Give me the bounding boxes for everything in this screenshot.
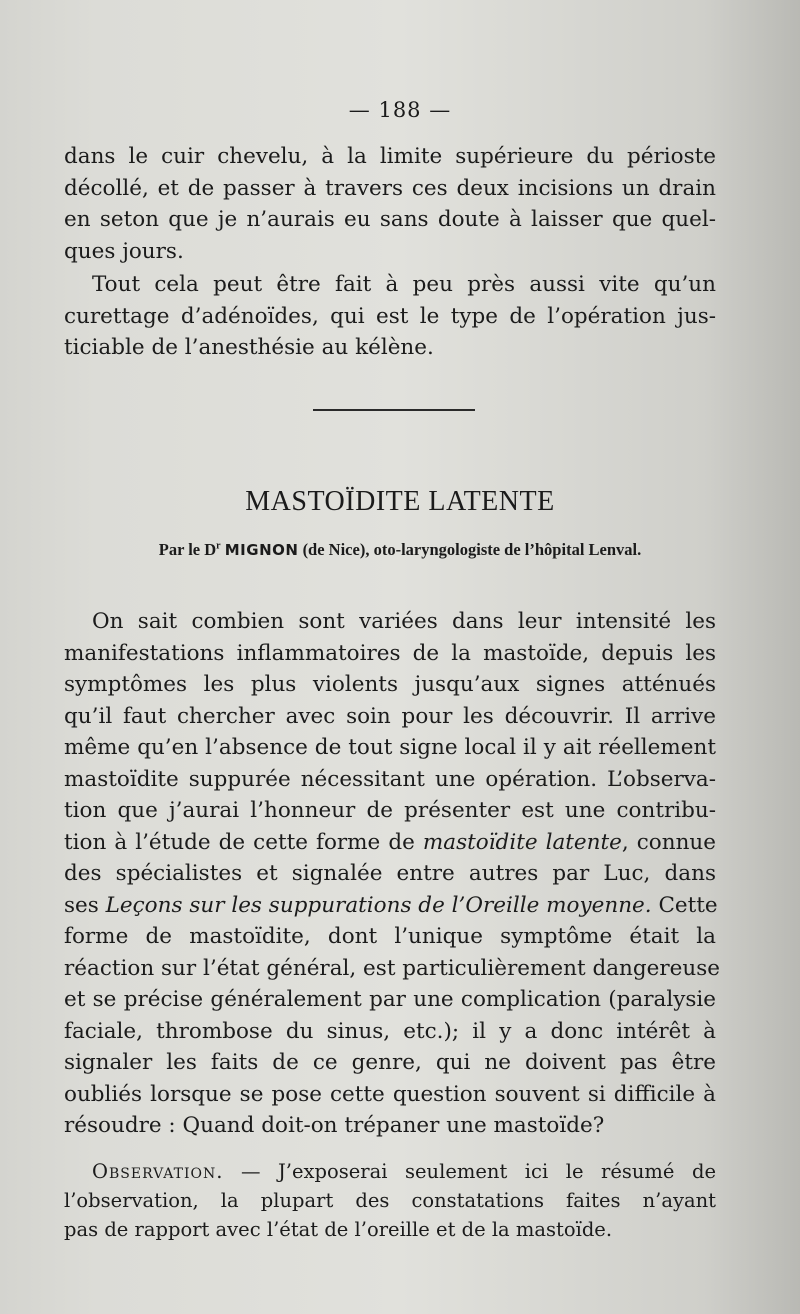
text-line: signaler les faits de ce genre, qui ne doivent pas être	[64, 1050, 716, 1075]
article-title: MASTOÏDITE LATENTE	[245, 486, 555, 517]
text-line: mastoïdite suppurée nécessitant une opération. L’observa-	[64, 766, 716, 792]
byline-suffix: (de Nice), oto-laryngologiste de l’hôpital Lenval.	[298, 540, 642, 559]
text-segment: tion à l’étude de cette forme de	[64, 829, 423, 855]
second-paragraph	[64, 269, 716, 364]
text-line: des spécialistes et signalée entre autres par Luc, dans	[64, 861, 716, 886]
section-divider	[313, 409, 475, 411]
text-line: qu’il faut chercher avec soin pour les découvrir. Il arrive	[64, 703, 716, 729]
byline-superscript: r	[216, 540, 221, 552]
intro-paragraph	[64, 141, 716, 267]
observation-paragraph	[64, 1157, 716, 1244]
text-line: pas de rapport avec l’état de l’oreille et de la mastoïde.	[64, 1218, 613, 1241]
text-segment: ses	[64, 892, 106, 918]
text-line: ticiable de l’anesthésie au kélène.	[64, 335, 434, 360]
text-line: curettage d’adénoïdes, qui est le type de l’opération jus-	[64, 303, 716, 329]
article-byline	[0, 540, 800, 560]
text-line-with-italic	[64, 827, 716, 859]
text-line-with-italic	[64, 890, 716, 922]
text-line: symptômes les plus violents jusqu’aux signes atténués	[64, 672, 716, 697]
text-line: dans le cuir chevelu, à la limite supérieure du périoste	[64, 144, 716, 169]
text-segment: Cette	[651, 892, 718, 918]
text-line	[64, 1157, 716, 1186]
text-line: réaction sur l’état général, est particulièrement dangereuse	[64, 955, 720, 981]
author-name: MIGNON	[224, 541, 299, 559]
main-body-paragraph	[64, 606, 720, 1142]
page-number: — 188 —	[348, 98, 452, 122]
text-line: décollé, et de passer à travers ces deux incisions un drain	[64, 175, 716, 201]
text-line: l’observation, la plupart des constatations faites n’ayant	[64, 1189, 716, 1212]
text-segment: — J’exposerai seulement ici le résumé de	[223, 1160, 716, 1183]
text-line: et se précise généralement par une complication (paralysie	[64, 987, 716, 1012]
text-line: même qu’en l’absence de tout signe local il y ait réellement	[64, 735, 716, 760]
text-line: Tout cela peut être fait à peu près aussi vite qu’un	[92, 272, 716, 297]
observation-label: Observation.	[92, 1160, 224, 1183]
italic-term: mastoïdite latente	[422, 829, 622, 855]
text-line: en seton que je n’aurais eu sans doute à laisser que quel-	[64, 207, 716, 232]
text-line: On sait combien sont variées dans leur intensité les	[92, 609, 716, 634]
text-line: manifestations inflammatoires de la mastoïde, depuis les	[64, 640, 716, 666]
text-line: oubliés lorsque se pose cette question souvent si difficile à	[64, 1081, 716, 1107]
text-line: faciale, thrombose du sinus, etc.); il y a donc intérêt à	[64, 1018, 716, 1044]
text-line: forme de mastoïdite, dont l’unique symptôme était la	[64, 924, 716, 949]
byline-prefix: Par le D	[158, 540, 217, 559]
text-line: ques jours.	[64, 238, 184, 264]
text-line: résoudre : Quand doit-on trépaner une mastoïde?	[64, 1113, 605, 1138]
text-line: tion que j’aurai l’honneur de présenter est une contribu-	[64, 798, 716, 823]
text-segment: , connue	[621, 829, 716, 855]
italic-book-title: Leçons sur les suppurations de l’Oreille moyenne.	[105, 892, 652, 918]
